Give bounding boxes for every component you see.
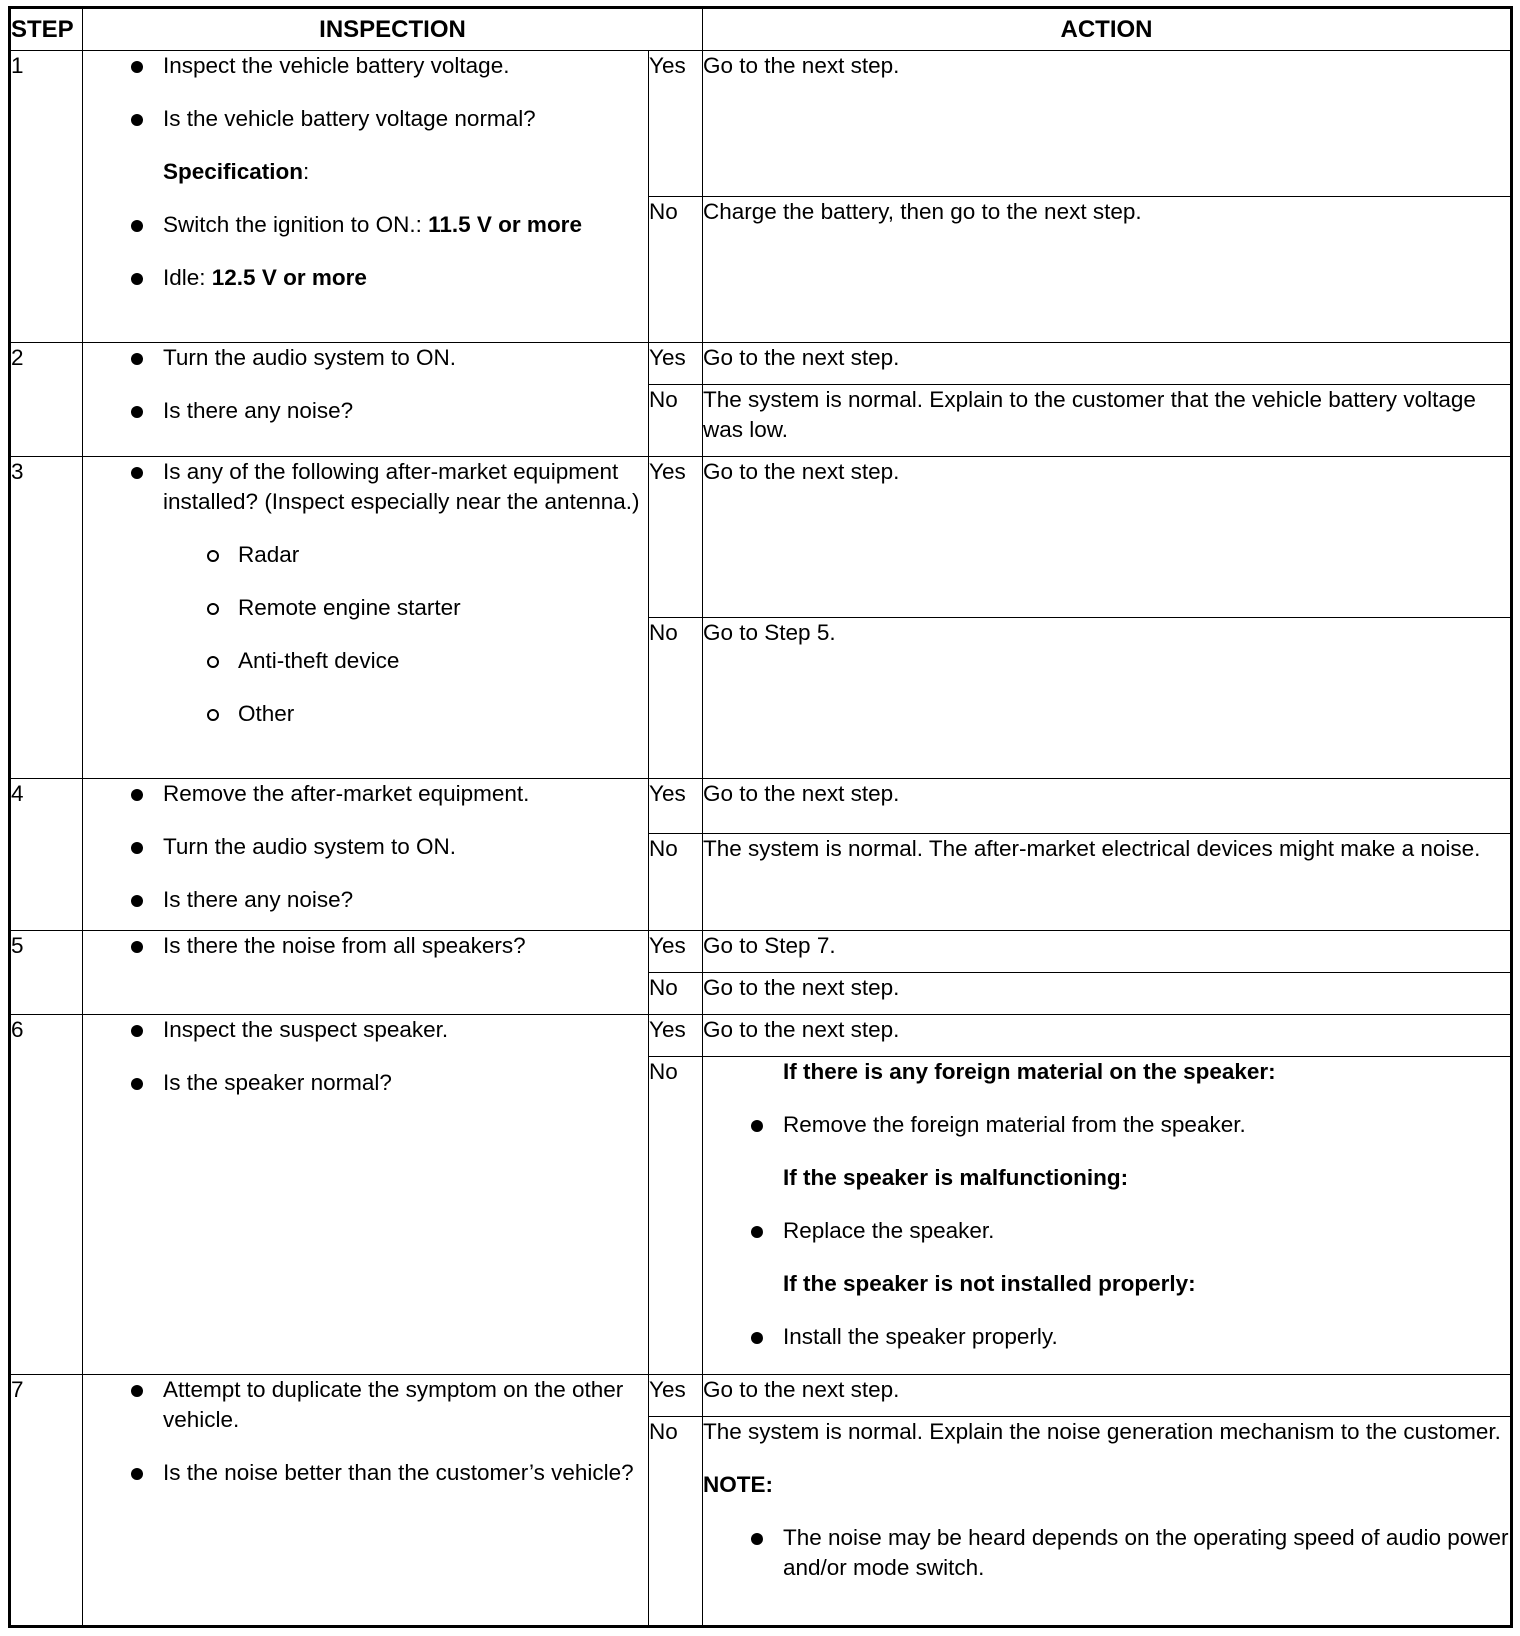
specification-label: Specification	[163, 159, 304, 184]
inspection-item	[83, 832, 648, 862]
note-text: The noise may be heard depends on the operating speed of audio power and/or mode switch.	[783, 1525, 1509, 1580]
bullet-icon	[131, 842, 143, 854]
yes-label: Yes	[649, 1375, 703, 1417]
header-step: STEP	[10, 8, 83, 51]
inspection-text: Is the speaker normal?	[163, 1070, 392, 1095]
inspection-cell	[83, 779, 649, 931]
bullet-icon	[131, 895, 143, 907]
sub-item	[83, 540, 648, 570]
inspection-text: Remove the after-market equipment.	[163, 781, 530, 806]
table-header-row	[10, 8, 1512, 51]
yes-label: Yes	[649, 343, 703, 385]
inspection-item	[83, 396, 648, 426]
inspection-text: Turn the audio system to ON.	[163, 345, 457, 370]
sub-item-text: Radar	[238, 542, 300, 567]
bullet-icon	[751, 1226, 763, 1238]
bullet-icon	[131, 1385, 143, 1397]
action-item	[703, 1322, 1510, 1352]
action-text: Replace the speaker.	[783, 1218, 995, 1243]
yes-action: Go to Step 7.	[703, 931, 1512, 973]
step-number: 7	[10, 1375, 83, 1627]
header-action: ACTION	[703, 8, 1512, 51]
no-label: No	[649, 1057, 703, 1375]
circle-bullet-icon	[207, 603, 219, 615]
sub-item	[83, 646, 648, 676]
no-label: No	[649, 1417, 703, 1627]
table-row	[10, 343, 1512, 385]
no-action: Charge the battery, then go to the next step.	[703, 197, 1512, 343]
bullet-icon	[131, 789, 143, 801]
no-action: The system is normal. Explain to the customer that the vehicle battery voltage was low.	[703, 385, 1512, 457]
inspection-item	[83, 1015, 648, 1045]
sub-item-text: Remote engine starter	[238, 595, 461, 620]
bullet-icon	[131, 1468, 143, 1480]
bullet-icon	[131, 61, 143, 73]
note-label: NOTE:	[703, 1472, 773, 1497]
inspection-text: Turn the audio system to ON.	[163, 834, 457, 859]
inspection-text: Inspect the vehicle battery voltage.	[163, 53, 510, 78]
bullet-icon	[131, 353, 143, 365]
note-item	[703, 1523, 1510, 1583]
spec-value: 11.5 V or more	[428, 212, 582, 237]
yes-label: Yes	[649, 779, 703, 834]
yes-label: Yes	[649, 931, 703, 973]
inspection-text: Is there any noise?	[163, 398, 354, 423]
no-action: Go to the next step.	[703, 973, 1512, 1015]
action-heading: If the speaker is malfunctioning:	[783, 1165, 1129, 1190]
inspection-cell	[83, 1015, 649, 1375]
step-number: 6	[10, 1015, 83, 1375]
inspection-text: Inspect the suspect speaker.	[163, 1017, 449, 1042]
inspection-text: Is any of the following after-market equipment installed? (Inspect especially near the antenna.)	[163, 459, 640, 514]
circle-bullet-icon	[207, 550, 219, 562]
yes-action: Go to the next step.	[703, 51, 1512, 197]
no-action	[703, 1057, 1512, 1375]
bullet-icon	[131, 467, 143, 479]
no-action: The system is normal. The after-market electrical devices might make a noise.	[703, 834, 1512, 931]
inspection-item	[83, 210, 648, 240]
action-item	[703, 1216, 1510, 1246]
action-item	[703, 1110, 1510, 1140]
specification-colon: :	[303, 159, 310, 184]
bullet-icon	[751, 1120, 763, 1132]
no-label: No	[649, 197, 703, 343]
table-row	[10, 457, 1512, 618]
bullet-icon	[131, 114, 143, 126]
inspection-item	[83, 931, 648, 961]
header-inspection: INSPECTION	[83, 8, 703, 51]
bullet-icon	[131, 220, 143, 232]
yes-action: Go to the next step.	[703, 1375, 1512, 1417]
step-number: 3	[10, 457, 83, 779]
inspection-item	[83, 1375, 648, 1435]
table-row	[10, 931, 1512, 973]
inspection-text: Is the vehicle battery voltage normal?	[163, 106, 536, 131]
yes-label: Yes	[649, 1015, 703, 1057]
inspection-text: Attempt to duplicate the symptom on the other vehicle.	[163, 1377, 624, 1432]
bullet-icon	[131, 1078, 143, 1090]
circle-bullet-icon	[207, 656, 219, 668]
inspection-item	[83, 885, 648, 915]
action-text: The system is normal. Explain the noise generation mechanism to the customer.	[703, 1419, 1501, 1444]
action-text: Remove the foreign material from the speaker.	[783, 1112, 1246, 1137]
inspection-cell	[83, 931, 649, 1015]
step-number: 2	[10, 343, 83, 457]
table-row	[10, 1015, 1512, 1057]
inspection-text: Idle:	[163, 265, 212, 290]
no-action	[703, 1417, 1512, 1627]
inspection-item	[83, 263, 648, 293]
no-label: No	[649, 385, 703, 457]
sub-item	[83, 699, 648, 729]
inspection-item	[83, 779, 648, 809]
action-heading: If there is any foreign material on the speaker:	[783, 1059, 1276, 1084]
step-number: 1	[10, 51, 83, 343]
bullet-icon	[131, 406, 143, 418]
troubleshooting-table	[8, 6, 1510, 1628]
no-action: Go to Step 5.	[703, 618, 1512, 779]
inspection-text: Switch the ignition to ON.:	[163, 212, 429, 237]
yes-action: Go to the next step.	[703, 1015, 1512, 1057]
yes-action: Go to the next step.	[703, 343, 1512, 385]
inspection-item	[83, 457, 648, 517]
inspection-cell	[83, 343, 649, 457]
inspection-text: Is there the noise from all speakers?	[163, 933, 526, 958]
inspection-item	[83, 1068, 648, 1098]
bullet-icon	[131, 941, 143, 953]
bullet-icon	[751, 1533, 763, 1545]
circle-bullet-icon	[207, 709, 219, 721]
table-row	[10, 51, 1512, 197]
inspection-text: Is there any noise?	[163, 887, 354, 912]
action-text: Install the speaker properly.	[783, 1324, 1058, 1349]
yes-label: Yes	[649, 457, 703, 618]
inspection-cell	[83, 1375, 649, 1627]
no-label: No	[649, 618, 703, 779]
specification-heading	[83, 157, 648, 187]
inspection-text: Is the noise better than the customer’s vehicle?	[163, 1460, 634, 1485]
table-row	[10, 1375, 1512, 1417]
bullet-icon	[751, 1332, 763, 1344]
step-number: 4	[10, 779, 83, 931]
inspection-item	[83, 104, 648, 134]
yes-action: Go to the next step.	[703, 779, 1512, 834]
inspection-item	[83, 51, 648, 81]
inspection-cell	[83, 51, 649, 343]
table-row	[10, 779, 1512, 834]
bullet-icon	[131, 1025, 143, 1037]
inspection-item	[83, 343, 648, 373]
inspection-cell	[83, 457, 649, 779]
step-number: 5	[10, 931, 83, 1015]
no-label: No	[649, 973, 703, 1015]
bullet-icon	[131, 273, 143, 285]
action-heading: If the speaker is not installed properly:	[783, 1271, 1196, 1296]
no-label: No	[649, 834, 703, 931]
spec-value: 12.5 V or more	[211, 265, 367, 290]
yes-action: Go to the next step.	[703, 457, 1512, 618]
sub-item-text: Anti-theft device	[238, 648, 400, 673]
inspection-item	[83, 1458, 648, 1488]
sub-item-text: Other	[238, 701, 295, 726]
sub-item	[83, 593, 648, 623]
yes-label: Yes	[649, 51, 703, 197]
